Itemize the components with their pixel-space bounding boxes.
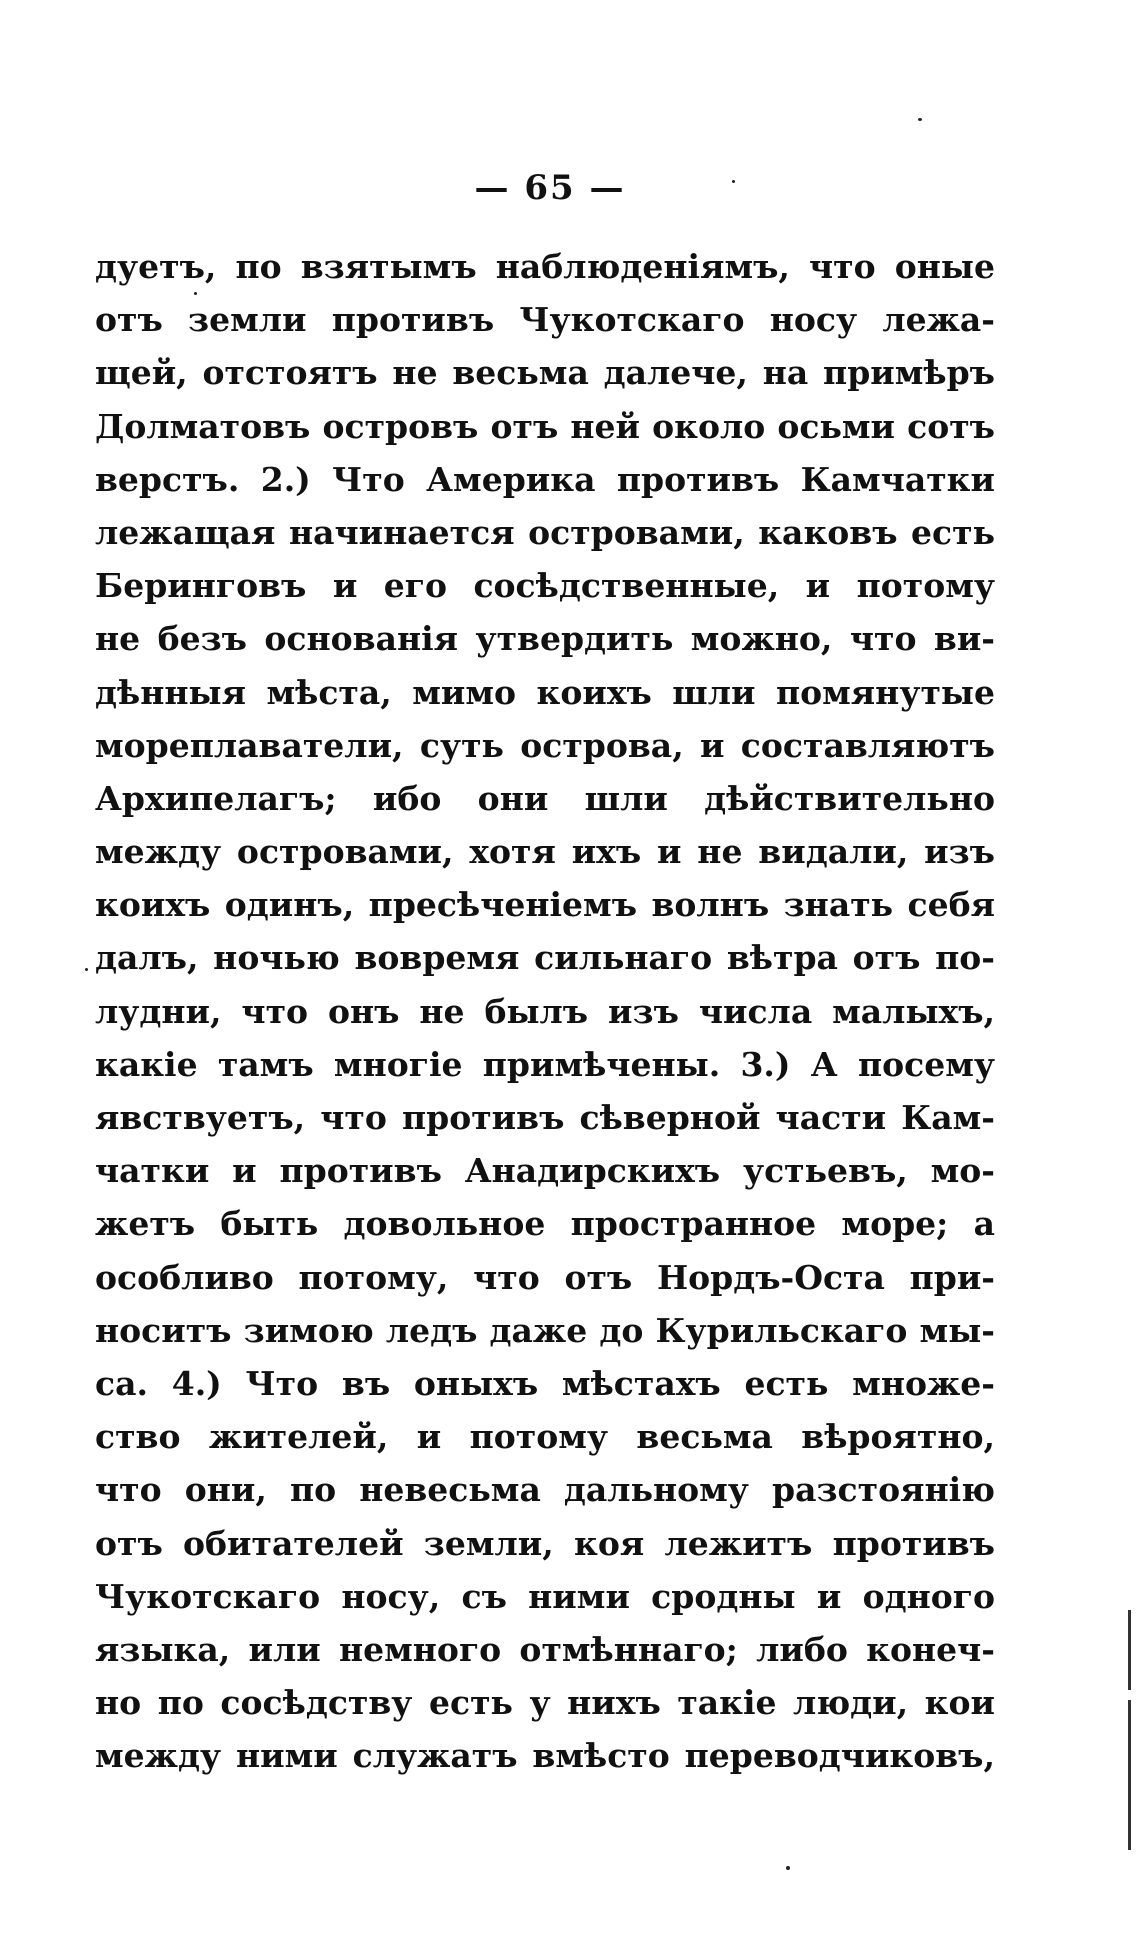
text-line: отъ обитателей земли, коя лежитъ противъ: [95, 1523, 995, 1563]
text-line: мореплаватели, суть острова, и составляютъ: [95, 725, 995, 765]
text-line: отъ земли противъ Чукотскаго носу лежа-: [95, 300, 995, 340]
scan-speck: [786, 1866, 790, 1870]
scan-edge-mark: [1128, 1700, 1131, 1850]
text-line: лежащая начинается островами, каковъ есть: [95, 512, 995, 552]
text-line: дуетъ, по взятымъ наблюденіямъ, что оные: [95, 247, 995, 286]
scan-speck: [194, 292, 197, 295]
body-text: [95, 240, 995, 1782]
text-line: что они, по невесьма дальному разстоянію: [95, 1470, 995, 1510]
text-line: ство жителей, и потому весьма вѣроятно,: [95, 1417, 995, 1457]
text-line: щей, отстоятъ не весьма далече, на примѣръ: [95, 353, 995, 393]
text-line: са. 4.) Что въ оныхъ мѣстахъ есть множе-: [95, 1363, 995, 1403]
text-line: но по сосѣдству есть у нихъ такіе люди, кои: [95, 1683, 995, 1723]
text-line: коихъ одинъ, пресѣченіемъ волнъ знать себя: [95, 885, 995, 925]
scan-speck: [732, 180, 735, 183]
text-line: жетъ быть довольное пространное море; а: [95, 1204, 995, 1244]
text-line: Чукотскаго носу, съ ними сродны и одного: [95, 1576, 995, 1616]
text-line: не безъ основанія утвердить можно, что ви-: [95, 619, 995, 659]
text-line: явствуетъ, что противъ сѣверной части Кам-: [95, 1098, 995, 1137]
text-line: далъ, ночью вовремя сильнаго вѣтра отъ по-: [95, 938, 995, 978]
text-line: лудни, что онъ не былъ изъ числа малыхъ,: [95, 991, 995, 1031]
text-line: чатки и противъ Анадирскихъ устьевъ, мо-: [95, 1151, 995, 1191]
scan-speck: [85, 968, 88, 971]
page-number: — 65 —: [474, 168, 626, 208]
text-line: носитъ зимою ледъ даже до Курильскаго мы-: [95, 1310, 995, 1350]
text-line: какіе тамъ многіе примѣчены. 3.) А посему: [95, 1044, 995, 1084]
text-line: между ними служатъ вмѣсто переводчиковъ,: [95, 1736, 995, 1776]
scan-edge-mark: [1128, 1610, 1131, 1690]
text-line: особливо потому, что отъ Нордъ-Оста при-: [95, 1257, 995, 1297]
text-line: между островами, хотя ихъ и не видали, изъ: [95, 832, 995, 872]
text-line: Архипелагъ; ибо они шли дѣйствительно: [95, 778, 995, 818]
text-line: Долматовъ островъ отъ ней около осьми сотъ: [95, 406, 995, 446]
text-line: Беринговъ и его сосѣдственные, и потому: [95, 566, 995, 606]
text-line: языка, или немного отмѣннаго; либо конеч-: [95, 1629, 995, 1669]
text-line: дѣнныя мѣста, мимо коихъ шли помянутые: [95, 672, 995, 712]
text-line: верстъ. 2.) Что Америка противъ Камчатки: [95, 459, 995, 499]
scan-speck: [918, 118, 922, 121]
